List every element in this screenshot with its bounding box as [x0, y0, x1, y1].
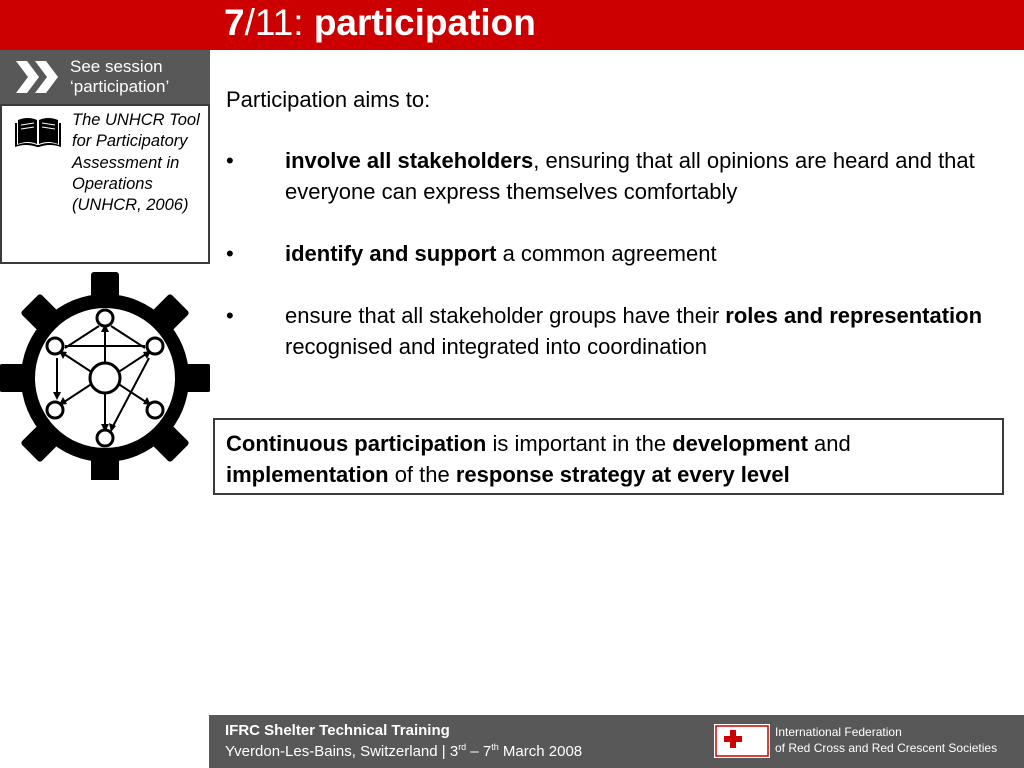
gear-network-icon	[0, 270, 210, 480]
bullet-list	[226, 145, 1006, 362]
bullet-bold: roles and representation	[725, 303, 983, 328]
see-session-line1: See session	[70, 57, 163, 76]
bullet-item-roles	[226, 300, 1006, 362]
bullet-marker: •	[226, 241, 234, 266]
footer-dash: – 7	[466, 743, 492, 760]
footer-bar	[209, 715, 1024, 768]
page-title	[224, 2, 536, 44]
footer-location-date	[225, 742, 582, 762]
bullet-rest: recognised and integrated into coordination	[285, 334, 707, 359]
bullet-item-support	[226, 238, 1006, 269]
see-session-text	[70, 57, 206, 97]
footer-sup-th: th	[491, 742, 499, 752]
book-icon	[14, 114, 62, 148]
bullet-rest: a common agreement	[496, 241, 717, 266]
ifrc-org-name	[775, 724, 997, 756]
bullet-item-stakeholders	[226, 145, 1006, 207]
callout-bold-2: development	[672, 431, 808, 456]
intro-text: Participation aims to:	[226, 87, 431, 112]
slide-number: 7	[224, 2, 245, 43]
ifrc-org-line1: International Federation	[775, 725, 902, 739]
slide-count: /11:	[244, 2, 314, 43]
callout-text-1: is important in the	[486, 431, 673, 456]
main-content	[226, 84, 1006, 393]
red-cross-crescent-logo	[714, 724, 770, 758]
footer-location: Yverdon-Les-Bains, Switzerland | 3	[225, 743, 459, 760]
bullet-bold: identify and support	[285, 241, 497, 266]
bullet-bold: involve all stakeholders	[285, 148, 534, 173]
callout-text-3: of the	[388, 462, 456, 487]
callout-text-2: and	[807, 431, 851, 456]
see-session-line2: ‘participation’	[70, 77, 170, 96]
bullet-marker: •	[226, 148, 234, 173]
callout-bold-1: Continuous participation	[226, 431, 487, 456]
bullet-rest: , ensuring that all opinions are heard and that everyone can express themselves comfortably	[285, 148, 975, 204]
header-bar	[0, 0, 1024, 50]
double-chevron-icon	[14, 59, 62, 95]
gear-illustration	[0, 270, 210, 480]
ifrc-org-line2: of Red Cross and Red Crescent Societies	[775, 741, 998, 755]
reference-text: The UNHCR Tool for Participatory Assessment in Operations (UNHCR, 2006)	[72, 111, 200, 215]
footer-date: March 2008	[498, 743, 583, 760]
callout-bold-4: response strategy at every level	[455, 462, 790, 487]
title-word: participation	[313, 2, 536, 43]
bullet-marker: •	[226, 303, 234, 328]
callout-box	[213, 418, 1004, 495]
callout-bold-3: implementation	[226, 462, 389, 487]
footer-title: IFRC Shelter Technical Training	[225, 722, 450, 739]
reference-box	[0, 104, 210, 264]
footer-sup-rd: rd	[458, 742, 467, 752]
bullet-pre: ensure that all stakeholder groups have their	[285, 303, 726, 328]
see-session-link[interactable]	[0, 50, 210, 104]
